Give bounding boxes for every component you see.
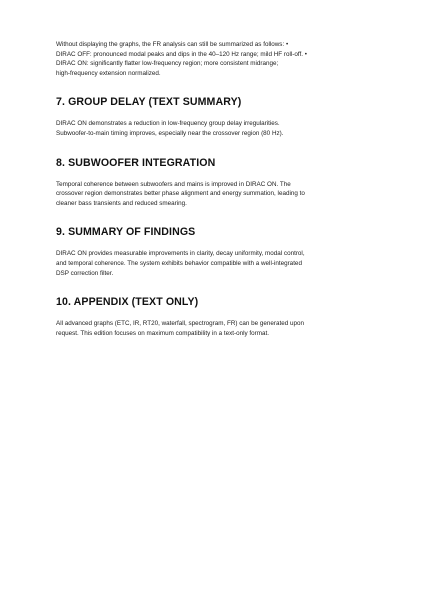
paragraph-line: DIRAC ON demonstrates a reduction in low-frequency group delay irregularities. bbox=[56, 120, 280, 128]
paragraph-line: cleaner bass transients and reduced smearing. bbox=[56, 199, 187, 207]
paragraph-line: request. This edition focuses on maximum compatibility in a text-only format. bbox=[56, 329, 270, 337]
subwoofer-integration-paragraph bbox=[56, 180, 376, 209]
intro-line: DIRAC OFF: pronounced modal peaks and dips in the 40–120 Hz range; mild HF roll-off. • bbox=[56, 50, 307, 58]
paragraph-line: crossover region demonstrates better phase alignment and energy summation, leading to bbox=[56, 190, 305, 198]
document-content bbox=[56, 40, 376, 338]
section-heading-appendix: 10. APPENDIX (TEXT ONLY) bbox=[56, 296, 199, 309]
intro-line: Without displaying the graphs, the FR analysis can still be summarized as follows: • bbox=[56, 41, 289, 48]
intro-paragraph bbox=[56, 40, 376, 78]
paragraph-line: DSP correction filter. bbox=[56, 269, 114, 277]
appendix-paragraph bbox=[56, 319, 376, 338]
section-heading-group-delay: 7. GROUP DELAY (TEXT SUMMARY) bbox=[56, 96, 242, 109]
intro-line: high-frequency extension normalized. bbox=[56, 69, 161, 77]
section-heading-subwoofer-integration: 8. SUBWOOFER INTEGRATION bbox=[56, 156, 216, 169]
paragraph-line: and temporal coherence. The system exhibits behavior compatible with a well-integrated bbox=[56, 259, 302, 267]
paragraph-line: DIRAC ON provides measurable improvements in clarity, decay uniformity, modal control, bbox=[56, 250, 305, 258]
intro-line: DIRAC ON: significantly flatter low-frequency region; more consistent midrange; bbox=[56, 60, 279, 68]
section-heading-summary-of-findings: 9. SUMMARY OF FINDINGS bbox=[56, 226, 196, 239]
paragraph-line: Temporal coherence between subwoofers and mains is improved in DIRAC ON. The bbox=[56, 180, 291, 188]
group-delay-paragraph bbox=[56, 119, 376, 138]
paragraph-line: Subwoofer-to-main timing improves, especially near the crossover region (80 Hz). bbox=[56, 129, 284, 137]
paragraph-line: All advanced graphs (ETC, IR, RT20, waterfall, spectrogram, FR) can be generated upon bbox=[56, 320, 305, 328]
summary-of-findings-paragraph bbox=[56, 249, 376, 278]
